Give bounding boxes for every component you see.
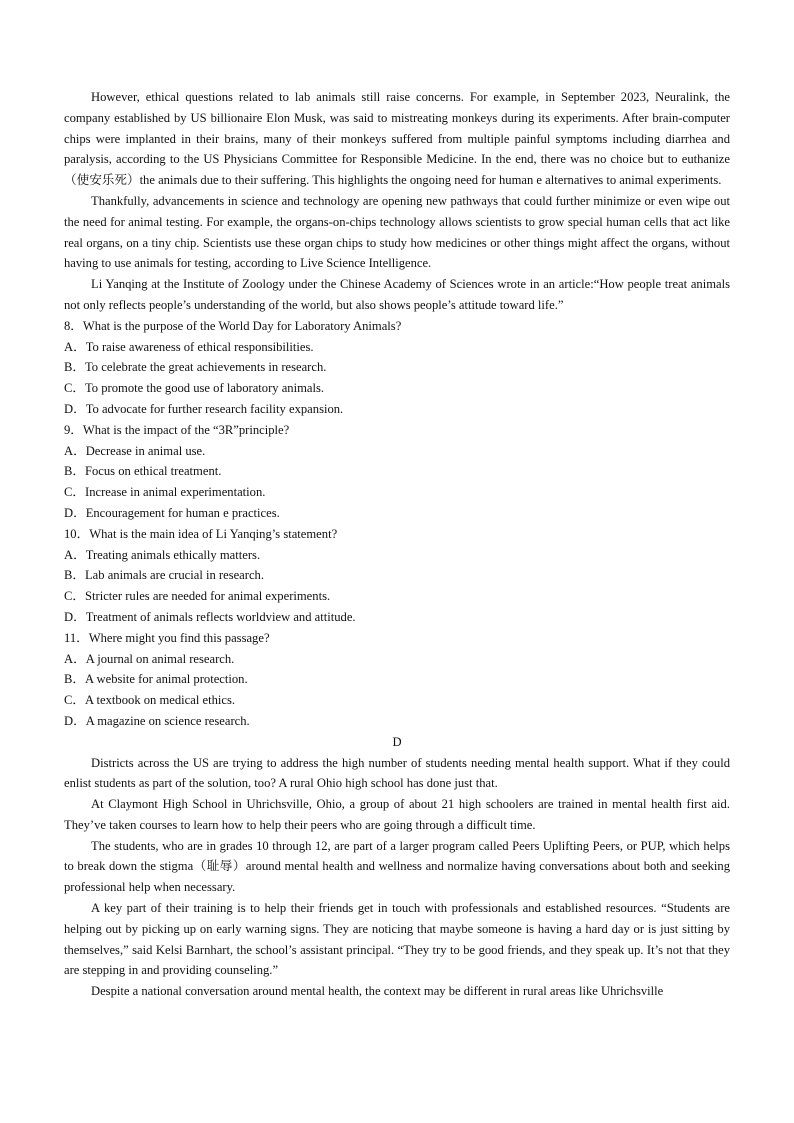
answer-option-d: D．To advocate for further research facility expansion. — [64, 401, 344, 416]
answer-option-c: C．To promote the good use of laboratory animals. — [64, 381, 325, 396]
answer-option-c: C．Stricter rules are needed for animal experiments. — [64, 589, 331, 604]
question-8 — [64, 316, 730, 420]
passage-paragraph: Despite a national conversation around mental health, the context may be different in rural areas like Uhrichsville — [91, 984, 664, 999]
passage-paragraph: The students, who are in grades 10 through 12, are part of a larger program called Peers Uplifting Peers, or PUP, which helps to break down the stigma（耻辱）around mental health and wellness and normalize having conversations about both and seeking professional help when necessary. — [64, 838, 730, 895]
answer-option-a: A．Treating animals ethically matters. — [64, 547, 261, 562]
question-10 — [64, 524, 730, 628]
answer-option-a: A．Decrease in animal use. — [64, 443, 206, 458]
passage-paragraph: Li Yanqing at the Institute of Zoology under the Chinese Academy of Sciences wrote in an article:“How people treat animals not only reflects people’s understanding of the world, but also shows people’s attitude toward life.” — [64, 277, 730, 312]
answer-option-b: B．To celebrate the great achievements in research. — [64, 360, 327, 375]
question-stem: 10．What is the main idea of Li Yanqing’s statement? — [64, 526, 338, 541]
question-9 — [64, 420, 730, 524]
answer-option-b: B．Lab animals are crucial in research. — [64, 568, 265, 583]
page-content — [64, 87, 730, 1002]
answer-option-b: B．A website for animal protection. — [64, 672, 248, 687]
section-heading: D — [392, 734, 402, 749]
answer-option-c: C．A textbook on medical ethics. — [64, 693, 236, 708]
answer-option-c: C．Increase in animal experimentation. — [64, 485, 266, 500]
question-11 — [64, 628, 730, 732]
answer-option-d: D．Treatment of animals reflects worldview and attitude. — [64, 609, 356, 624]
answer-option-d: D．A magazine on science research. — [64, 713, 250, 728]
passage-paragraph: Thankfully, advancements in science and technology are opening new pathways that could further minimize or even wipe out the need for animal testing. For example, the organs-on-chips technology allows scientists to grow special human cells that act like real organs, on a tiny chip. Scientists use these organ chips to study how medicines or other things might affect the organs, without having to use animals for testing, according to Live Science Intelligence. — [64, 193, 730, 271]
passage-paragraph: A key part of their training is to help their friends get in touch with professionals and established resources. “Students are helping out by picking up on early warning signs. They are noticing that maybe someone is having a hard day or is just sitting by themselves,” said Kelsi Barnhart, the school’s assistant principal. “They try to be good friends, and they speak up. It’s not that they are stepping in and providing counseling.” — [64, 901, 730, 978]
passage-paragraph: Districts across the US are trying to address the high number of students needing mental health support. What if they could enlist students as part of the solution, too? A rural Ohio high school has done just that. — [64, 755, 730, 791]
question-stem: 9．What is the impact of the “3R”principle? — [64, 422, 290, 437]
answer-option-a: A．To raise awareness of ethical responsibilities. — [64, 339, 314, 354]
passage-d — [64, 732, 730, 1002]
passage-c — [64, 87, 730, 316]
answer-option-b: B．Focus on ethical treatment. — [64, 464, 222, 479]
answer-option-a: A．A journal on animal research. — [64, 651, 235, 666]
question-stem: 11．Where might you find this passage? — [64, 630, 270, 645]
passage-paragraph: However, ethical questions related to lab animals still raise concerns. For example, in September 2023, Neuralink, the company established by US billionaire Elon Musk, was said to mistreating monkeys during its experiments. After brain-computer chips were implanted in their brains, many of their monkeys suffered from multiple painful symptoms including diarrhea and paralysis, according to the US Physicians Committee for Responsible Medicine. In the end, there was no choice but to euthanize（使安乐死）the animals due to their suffering. This highlights the ongoing need for human e alternatives to animal experiments. — [64, 90, 730, 188]
answer-option-d: D．Encouragement for human e practices. — [64, 505, 280, 520]
question-stem: 8．What is the purpose of the World Day for Laboratory Animals? — [64, 318, 402, 333]
passage-paragraph: At Claymont High School in Uhrichsville, Ohio, a group of about 21 high schoolers are trained in mental health first aid. They’ve taken courses to learn how to help their peers who are going through a difficult time. — [64, 797, 730, 832]
